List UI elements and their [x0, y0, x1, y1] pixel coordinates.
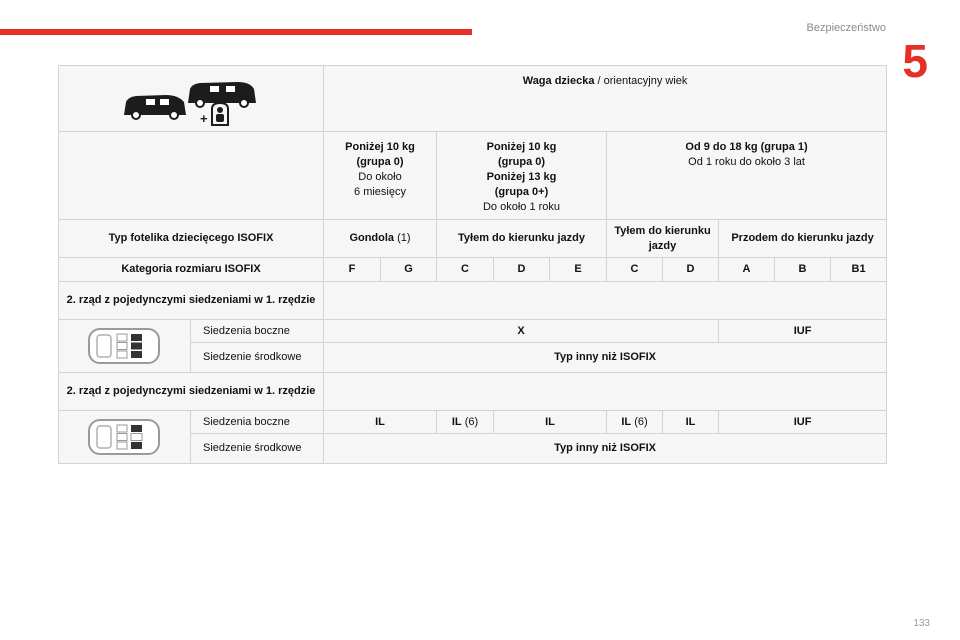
compat-value: IL (6)	[437, 411, 494, 434]
compat-value: IL	[494, 411, 607, 434]
seat-layout-icon	[87, 417, 163, 457]
chapter-number: 5	[902, 35, 928, 87]
section-title-row: 2. rząd z pojedynczymi siedzeniami w 1. rzędzie	[59, 373, 324, 411]
group-cell: Poniżej 10 kg (grupa 0) Do około 6 miesięcy	[324, 132, 437, 220]
gondola-cell: Gondola (1)	[324, 220, 437, 258]
size-category: A	[719, 258, 775, 282]
size-category: C	[437, 258, 494, 282]
page-number: 133	[913, 618, 930, 629]
section-title: Bezpieczeństwo	[806, 22, 886, 34]
header-accent-bar	[0, 29, 472, 35]
seat-position-label: Siedzenia boczne	[191, 411, 324, 434]
compat-value: X	[324, 320, 719, 343]
size-category: B1	[831, 258, 887, 282]
compat-value: IL	[663, 411, 719, 434]
van-icon	[116, 69, 266, 129]
size-category: G	[381, 258, 437, 282]
vehicle-icons-cell	[59, 66, 324, 132]
child-seat-icon	[212, 103, 228, 125]
size-category: D	[663, 258, 719, 282]
compat-value: IL	[324, 411, 437, 434]
size-category: D	[494, 258, 550, 282]
isofix-table	[58, 65, 887, 464]
empty-cell	[324, 373, 887, 411]
seat-type-cell: Tyłem do kierunku jazdy	[437, 220, 607, 258]
seat-position-label: Siedzenia boczne	[191, 320, 324, 343]
group-cell: Od 9 do 18 kg (grupa 1) Od 1 roku do około 3 lat	[607, 132, 887, 220]
compat-value: Typ inny niż ISOFIX	[324, 343, 887, 373]
section-title-row: 2. rząd z pojedynczymi siedzeniami w 1. rzędzie	[59, 282, 324, 320]
seat-type-label: Typ fotelika dziecięcego ISOFIX	[59, 220, 324, 258]
seat-position-label: Siedzenie środkowe	[191, 343, 324, 373]
compat-value: IUF	[719, 411, 887, 434]
size-category: B	[775, 258, 831, 282]
size-category: E	[550, 258, 607, 282]
weight-header: Waga dziecka / orientacyjny wiek	[324, 66, 887, 132]
compat-value: Typ inny niż ISOFIX	[324, 434, 887, 464]
compat-value: IL (6)	[607, 411, 663, 434]
svg-text:+: +	[200, 110, 208, 126]
size-category: C	[607, 258, 663, 282]
size-category-label: Kategoria rozmiaru ISOFIX	[59, 258, 324, 282]
seat-layout-cell	[59, 320, 191, 373]
seat-layout-icon	[87, 326, 163, 366]
group-cell: Poniżej 10 kg (grupa 0) Poniżej 13 kg (grupa 0+) Do około 1 roku	[437, 132, 607, 220]
empty-cell	[324, 282, 887, 320]
seat-position-label: Siedzenie środkowe	[191, 434, 324, 464]
size-category: F	[324, 258, 381, 282]
empty-cell	[59, 132, 324, 220]
compat-value: IUF	[719, 320, 887, 343]
seat-type-cell: Przodem do kierunku jazdy	[719, 220, 887, 258]
seat-type-cell: Tyłem do kierunku jazdy	[607, 220, 719, 258]
seat-layout-cell	[59, 411, 191, 464]
